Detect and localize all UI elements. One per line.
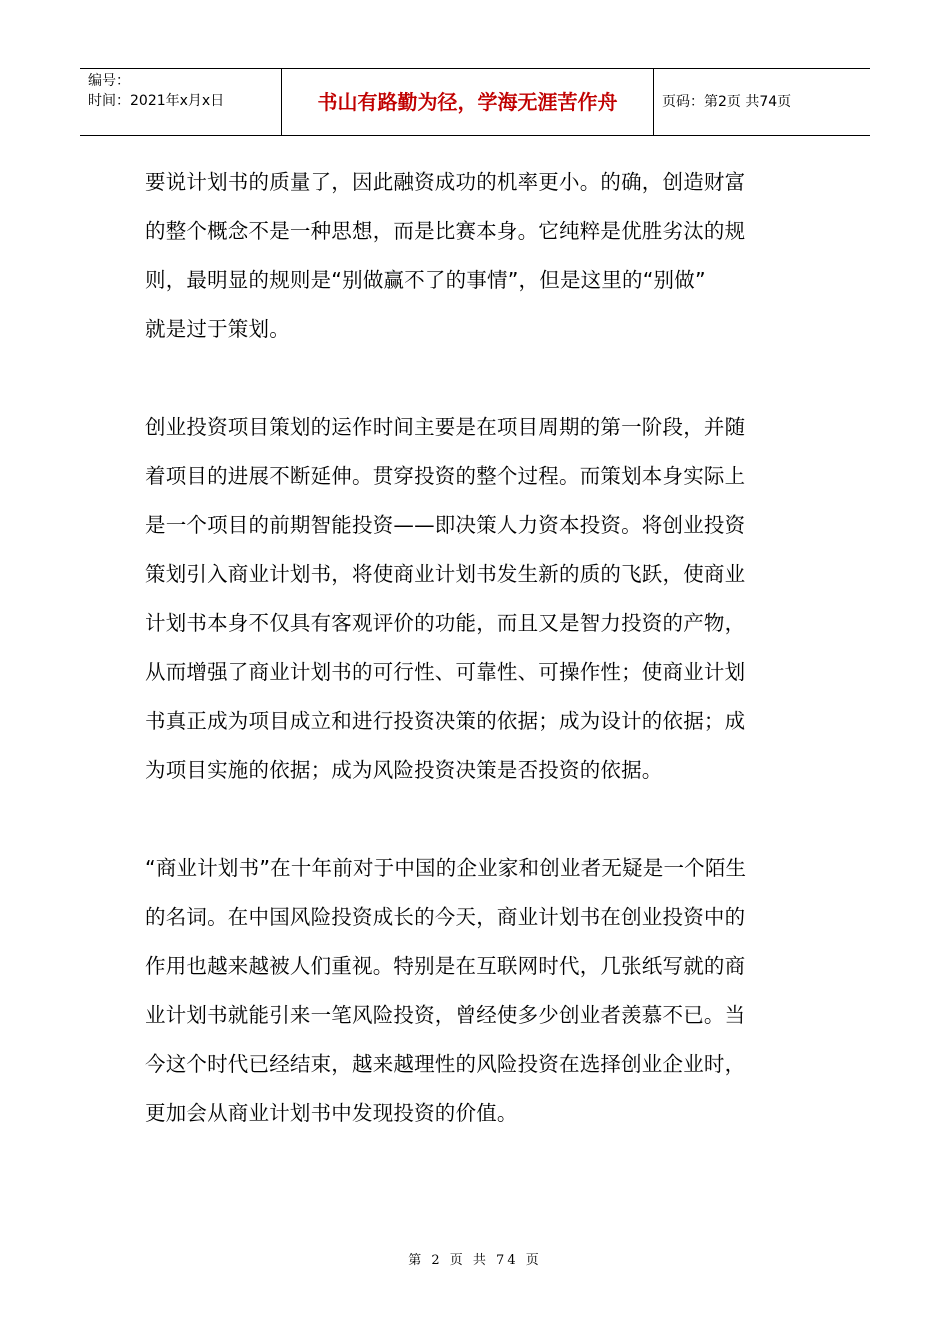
paragraph-1 (145, 158, 805, 354)
text-line: 要说计划书的质量了，因此融资成功的机率更小。的确，创造财富 (145, 170, 746, 194)
text-line: 为项目实施的依据；成为风险投资决策是否投资的依据。 (145, 758, 663, 782)
text-line: 从而增强了商业计划书的可行性、可靠性、可操作性；使商业计划 (145, 660, 746, 684)
text-line: 着项目的进展不断延伸。贯穿投资的整个过程。而策划本身实际上 (145, 464, 746, 488)
page-footer: 第 2 页 共 74 页 (408, 1253, 542, 1268)
header-motto: 书山有路勤为径，学海无涯苦作舟 (282, 69, 654, 135)
text-line: 作用也越来越被人们重视。特别是在互联网时代，几张纸写就的商 (145, 954, 746, 978)
text-line: 计划书本身不仅具有客观评价的功能，而且又是智力投资的产物， (145, 611, 746, 635)
header-meta-cell (80, 69, 282, 135)
header-page-info: 页码：第2页 共74页 (662, 94, 792, 110)
text-line: 则，最明显的规则是“别做赢不了的事情”，但是这里的“别做” (145, 268, 706, 292)
text-line: 更加会从商业计划书中发现投资的价值。 (145, 1101, 518, 1125)
text-line: 就是过于策划。 (145, 317, 290, 341)
document-body (145, 158, 805, 1138)
text-line: “商业计划书”在十年前对于中国的企业家和创业者无疑是一个陌生 (145, 856, 747, 880)
text-line: 创业投资项目策划的运作时间主要是在项目周期的第一阶段，并随 (145, 415, 746, 439)
text-line: 是一个项目的前期智能投资——即决策人力资本投资。将创业投资 (145, 513, 746, 537)
text-line: 业计划书就能引来一笔风险投资，曾经使多少创业者羡慕不已。当 (145, 1003, 746, 1027)
text-line: 的名词。在中国风险投资成长的今天，商业计划书在创业投资中的 (145, 905, 746, 929)
document-date: 时间：2021年x月x日 (88, 93, 225, 109)
paragraph-3 (145, 844, 805, 1138)
page-header (80, 68, 870, 136)
text-line: 的整个概念不是一种思想，而是比赛本身。它纯粹是优胜劣汰的规 (145, 219, 746, 243)
paragraph-2 (145, 403, 805, 795)
text-line: 策划引入商业计划书，将使商业计划书发生新的质的飞跃，使商业 (145, 562, 746, 586)
text-line: 今这个时代已经结束，越来越理性的风险投资在选择创业企业时， (145, 1052, 746, 1076)
text-line: 书真正成为项目成立和进行投资决策的依据；成为设计的依据；成 (145, 709, 746, 733)
document-number-label: 编号： (88, 73, 130, 89)
